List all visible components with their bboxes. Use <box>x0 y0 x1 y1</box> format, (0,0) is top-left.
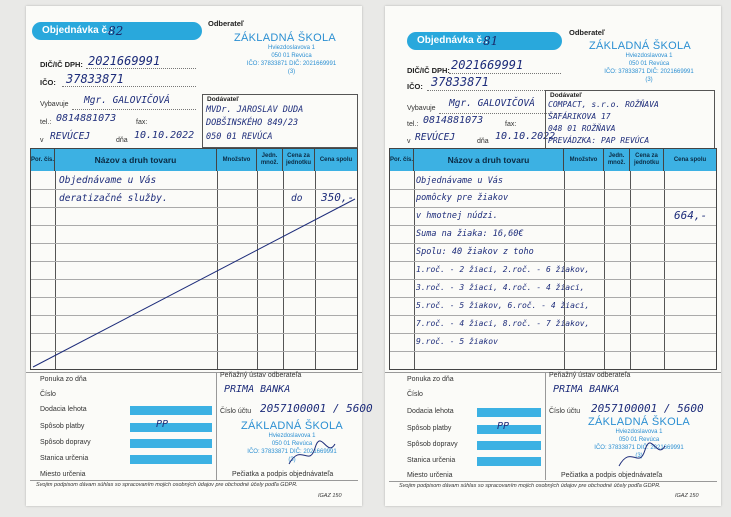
dodavatel-label: Dodávateľ <box>207 96 239 103</box>
col-spolu: Cena spolu <box>319 156 353 163</box>
total-value: 350,- <box>321 191 355 204</box>
item-line-2: pomôcky pre žiakov <box>416 193 509 203</box>
stamp-city: 050 01 Revúca <box>271 441 313 447</box>
col-cena-jedn: Cena za jednotku <box>630 149 664 171</box>
school-header <box>589 40 709 84</box>
platby-value: PP <box>497 421 510 432</box>
signature <box>281 438 341 472</box>
gdpr-note: Svojim podpisom dávam súhlas so spracovaním mojich osobných údajov pre obchodné účely podľa GDPR. <box>399 483 661 489</box>
peciatka-label: Pečiatka a podpis objednávateľa <box>561 472 663 479</box>
banka-value: PRIMA BANKA <box>553 384 620 395</box>
ponuka-label: Ponuka zo dňa <box>40 376 87 383</box>
vybavuje-label: Vybavuje <box>407 105 436 112</box>
items-table <box>30 148 358 370</box>
odberatel-label: Odberateľ <box>208 19 244 28</box>
item-line-6: 1.roč. - 2 žiaci, 2.roč. - 6 žiakov, <box>416 265 590 274</box>
school-num: (3) <box>645 77 653 83</box>
cislo-uctu-label: Číslo účtu <box>549 408 581 415</box>
item-line-7: 3.roč. - 3 žiaci, 4.roč. - 4 žiaci, <box>416 283 585 292</box>
col-nazov: Názov a druh tovaru <box>55 149 217 171</box>
vybavuje-value: Mgr. GALOVIČOVÁ <box>84 95 170 106</box>
dodavatel-line-2: ŠAFÁRIKOVA 17 <box>548 112 611 121</box>
gdpr-note: Svojim podpisom dávam súhlas so spracovaním mojich osobných údajov pre obchodné účely podľa GDPR. <box>36 482 298 488</box>
school-ids: IČO: 37833871 DIČ: 2021669991 <box>246 61 337 67</box>
item-line-3: v hmotnej núdzi. <box>416 211 498 221</box>
total-value: 664,- <box>674 209 708 222</box>
cislo-label: Číslo <box>40 391 56 398</box>
item-line-9: 7.roč. - 4 žiaci, 8.roč. - 7 žiakov, <box>416 319 590 328</box>
ucet-value: 2057100001 / 5600 <box>591 402 704 415</box>
col-por: Por. čís. <box>31 149 55 171</box>
vybavuje-label: Vybavuje <box>40 101 69 108</box>
dodavatel-line-2: DOBŠINSKÉHO 849/23 <box>206 118 299 128</box>
sposob-platby-label: Spôsob platby <box>407 425 452 432</box>
form-code: IGAZ 150 <box>675 493 699 499</box>
stamp-num: (3) <box>288 457 296 463</box>
ico-value: 37833871 <box>431 75 489 89</box>
banka-value: PRIMA BANKA <box>224 384 291 395</box>
stamp-name: ZÁKLADNÁ ŠKOLA <box>240 420 343 432</box>
order-number: 81 <box>483 34 499 48</box>
place-value: REVÚCEJ <box>50 131 91 142</box>
date-value: 10.10.2022 <box>134 130 195 141</box>
cislo-uctu-label: Číslo účtu <box>220 408 252 415</box>
dodavatel-line-1: COMPACT, s.r.o. ROŽŇAVA <box>548 100 659 109</box>
stamp-num: (3) <box>635 453 643 459</box>
school-city: 050 01 Revúca <box>628 61 670 67</box>
stamp-street: Hviezdoslavova 1 <box>615 429 663 435</box>
school-name: ZÁKLADNÁ ŠKOLA <box>234 32 337 44</box>
sposob-platby-label: Spôsob platby <box>40 423 85 430</box>
item-line-10: 9.roč. - 5 žiakov <box>416 337 498 346</box>
stamp-name: ZÁKLADNÁ ŠKOLA <box>587 416 690 428</box>
cislo-label: Číslo <box>407 391 423 398</box>
items-table-header <box>390 149 716 171</box>
date-value: 10.10.2022 <box>495 131 556 142</box>
dodavatel-line-1: MVDr. JAROSLAV DUDA <box>206 105 304 115</box>
col-spolu: Cena spolu <box>673 156 707 163</box>
dodavatel-line-3: 050 01 REVÚCA <box>206 132 273 142</box>
miesto-label: Miesto určenia <box>40 471 86 478</box>
signature <box>611 440 671 474</box>
platby-value: PP <box>156 419 169 430</box>
penazny-label: Peňažný ústav odberateľa <box>549 372 631 379</box>
fax-label: fax: <box>505 121 517 128</box>
tel-label: tel.: <box>407 121 419 128</box>
col-mnozstvo: Množstvo <box>217 149 257 171</box>
dic-value: 2021669991 <box>88 54 161 68</box>
tel-value: 0814881073 <box>423 115 484 126</box>
ponuka-label: Ponuka zo dňa <box>407 376 454 383</box>
stamp-city: 050 01 Revúca <box>618 437 660 443</box>
school-header <box>234 32 349 76</box>
dna-label: dňa <box>477 138 489 145</box>
stamp-street: Hviezdoslavova 1 <box>268 433 316 439</box>
vybavuje-value: Mgr. GALOVIČOVÁ <box>449 98 535 109</box>
school-num: (3) <box>287 69 296 75</box>
fax-label: fax: <box>136 119 148 126</box>
col-mnozstvo: Množstvo <box>564 149 604 171</box>
order-number-badge: Objednávka č.: 81 <box>407 32 562 50</box>
dodacia-label: Dodacia lehota <box>407 408 454 415</box>
penazny-label: Peňažný ústav odberateľa <box>220 372 302 379</box>
dic-label: DIČ/IČ DPH: <box>407 66 450 75</box>
school-ids: IČO: 37833871 DIČ: 2021669991 <box>604 69 694 75</box>
v-label: v <box>407 138 411 145</box>
dic-label: DIČ/IČ DPH: <box>40 60 83 69</box>
school-name: ZÁKLADNÁ ŠKOLA <box>589 40 692 52</box>
item-line-5: Spolu: 40 žiakov z toho <box>416 247 534 257</box>
dna-label: dňa <box>116 137 128 144</box>
tel-label: tel.: <box>40 119 52 126</box>
dodavatel-line-4: PREVÁDZKA: PAP REVÚCA <box>548 136 650 145</box>
sposob-dopravy-label: Spôsob dopravy <box>407 441 458 448</box>
school-city: 050 01 Revúca <box>271 53 312 59</box>
strike-through-line <box>31 149 357 369</box>
order-number-badge: Objednávka č.: 82 <box>32 22 202 40</box>
col-jedn: Jedn. množ. <box>604 149 630 171</box>
form-code: IGAZ 150 <box>318 493 342 499</box>
ico-label: IČO: <box>407 82 423 91</box>
col-por: Por. čís. <box>390 149 414 171</box>
miesto-label: Miesto určenia <box>407 472 453 479</box>
item-line-1: Objednávame u Vás <box>416 176 503 186</box>
col-nazov: Názov a druh tovaru <box>414 149 564 171</box>
order-form-82 <box>26 6 373 506</box>
stamp-ids: IČO: 37833871 DIČ: 2021669991 <box>247 449 337 455</box>
peciatka-label: Pečiatka a podpis objednávateľa <box>232 471 334 478</box>
dodavatel-box <box>202 94 358 148</box>
col-cena-jedn: Cena za jednotku <box>283 149 315 171</box>
order-form-81 <box>385 6 721 506</box>
odberatel-label: Odberateľ <box>569 28 605 37</box>
item-line-4: Suma na žiaka: 16,60€ <box>416 229 524 239</box>
item-line-8: 5.roč. - 5 žiakov, 6.roč. - 4 žiaci, <box>416 301 590 310</box>
item-line-2: deratizačné služby. <box>59 193 168 204</box>
dodavatel-label: Dodávateľ <box>550 92 582 99</box>
school-street: Hviezdoslavova 1 <box>625 53 673 59</box>
items-table <box>389 148 717 370</box>
sposob-dopravy-label: Spôsob dopravy <box>40 439 91 446</box>
item-line-1: Objednávame u Vás <box>59 175 157 186</box>
stamp-ids: IČO: 37833871 DIČ: 2021669991 <box>594 445 684 451</box>
dodavatel-box <box>545 90 715 150</box>
stanica-label: Stanica určenia <box>40 455 89 462</box>
ico-label: IČO: <box>40 78 56 87</box>
dodavatel-line-3: 048 01 ROŽŇAVA <box>548 124 616 133</box>
tel-value: 0814881073 <box>56 113 117 124</box>
col-jedn: Jedn. množ. <box>257 149 283 171</box>
order-number: 82 <box>108 24 124 38</box>
ucet-value: 2057100001 / 5600 <box>260 402 373 415</box>
ico-value: 37833871 <box>66 72 124 86</box>
dic-value: 2021669991 <box>451 58 524 72</box>
unit-price-value: do <box>291 193 303 204</box>
school-street: Hviezdoslavova 1 <box>267 45 316 51</box>
dodacia-label: Dodacia lehota <box>40 406 87 413</box>
v-label: v <box>40 137 44 144</box>
stanica-label: Stanica určenia <box>407 457 456 464</box>
place-value: REVÚCEJ <box>415 132 456 143</box>
